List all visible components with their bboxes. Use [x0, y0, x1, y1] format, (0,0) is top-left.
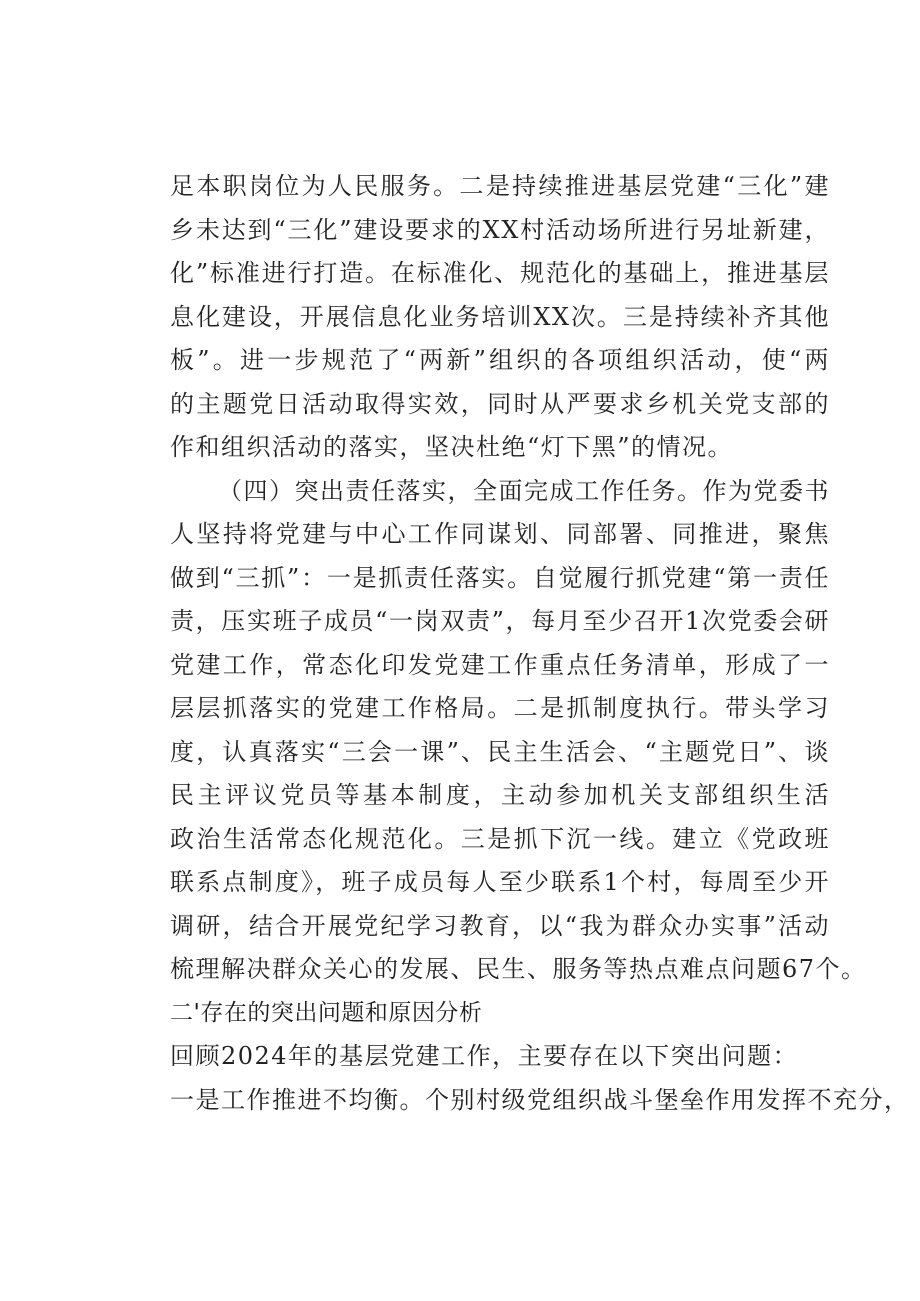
text-line: 化”标准进行打造。在标准化、规范化的基础上，推进基层: [170, 259, 830, 287]
text-line: 调研，结合开展党纪学习教育，以“我为群众办实事”活动: [170, 911, 830, 940]
text-line: 民主评议党员等基本制度，主动参加机关支部组织生活: [170, 781, 830, 809]
text-line: 梳理解决群众关心的发展、民生、服务等热点难点问题67个。: [170, 955, 867, 983]
paragraph-2: [170, 470, 867, 992]
text-line: 政治生活常态化规范化。三是抓下沉一线。建立《党政班: [170, 824, 830, 853]
text-line: 息化建设，开展信息化业务培训XX次。三是持续补齐其他: [170, 302, 830, 331]
text-line: （四）突出责任落实，全面完成工作任务。作为党委书: [218, 476, 830, 505]
text-line: 的主题党日活动取得实效，同时从严要求乡机关党支部的: [170, 389, 830, 418]
text-line: 做到“三抓”：一是抓责任落实。自觉履行抓党建“第一责任: [170, 563, 830, 592]
section-heading: 二'存在的突出问题和原因分析: [170, 999, 483, 1026]
text-line: 责，压实班子成员“一岗双责”，每月至少召开1次党委会研: [170, 607, 830, 635]
text-line: 作和组织活动的落实，坚决杜绝“灯下黑”的情况。: [170, 433, 734, 461]
text-line: 层层抓落实的党建工作格局。二是抓制度执行。带头学习: [170, 694, 830, 722]
text-line: 乡未达到“三化”建设要求的XX村活动场所进行另址新建，: [170, 215, 830, 244]
text-line: 党建工作，常态化印发党建工作重点任务清单，形成了一: [170, 650, 830, 679]
text-line: 度，认真落实“三会一课”、民主生活会、“主题党日”、谈: [170, 737, 830, 766]
text-line: 人坚持将党建与中心工作同谋划、同部署、同推进，聚焦: [170, 520, 830, 548]
text-line: 一是工作推进不均衡。个别村级党组织战斗堡垒作用发挥不充分，: [170, 1085, 910, 1114]
text-line: 足本职岗位为人民服务。二是持续推进基层党建“三化”建: [170, 172, 830, 200]
document-body: [170, 165, 910, 1122]
paragraph-3: [170, 1035, 910, 1122]
text-line: 板”。进一步规范了“两新”组织的各项组织活动，使“两: [170, 346, 830, 374]
paragraph-1: [170, 165, 830, 470]
text-line: 回顾2024年的基层党建工作，主要存在以下突出问题：: [170, 1042, 799, 1070]
text-line: 联系点制度》，班子成员每人至少联系1个村，每周至少开: [170, 868, 830, 896]
